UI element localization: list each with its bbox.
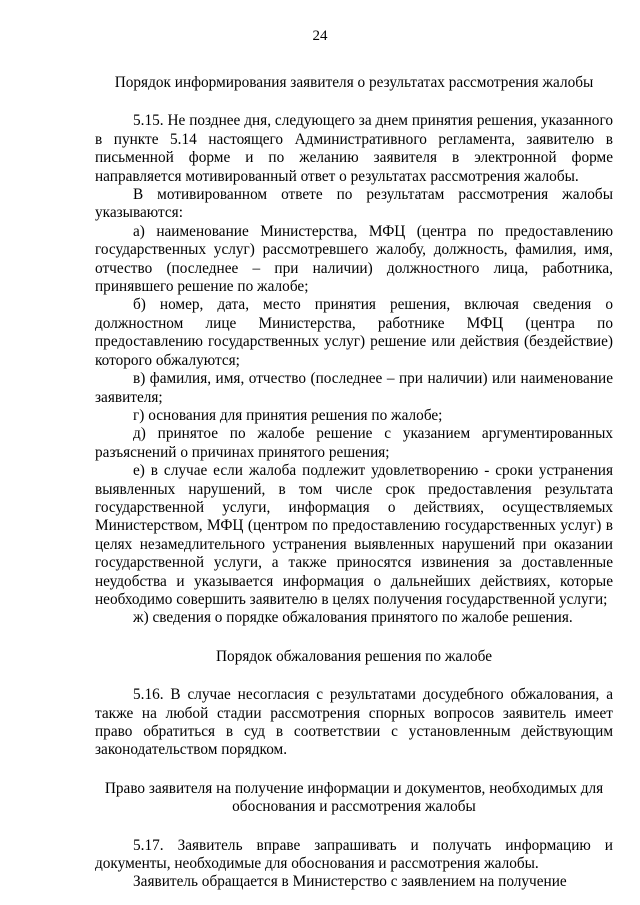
list-item-g: г) основания для принятия решения по жалобе; (133, 406, 443, 424)
paragraph-answer-intro: В мотивированном ответе по результатам рассмотрения жалобы указываются: (95, 186, 613, 222)
section-heading-inform: Порядок информирования заявителя о результатах рассмотрения жалобы (114, 74, 594, 91)
paragraph-application: Заявитель обращается в Министерство с заявлением на получение (133, 873, 567, 891)
paragraph-5-16: 5.16. В случае несогласия с результатами досудебного обжалования, а также на любой стадии рассмотрения спорных вопросов заявитель имеет право обратиться в суд в соответствии с установленным действующим законодательством порядком. (95, 686, 613, 759)
page-number: 24 (312, 28, 328, 44)
list-item-d: д) принятое по жалобе решение с указанием аргументированных разъяснений о причинах принятого решения; (95, 425, 613, 461)
document-body (95, 74, 613, 892)
list-item-b: б) номер, дата, место принятия решения, включая сведения о должностном лице Министерства, работнике МФЦ (центра по предоставлению государственных услуг) решение или действия (бездействие) которого обжалуются; (95, 296, 613, 369)
section-appeal (95, 648, 613, 760)
section-inform (95, 74, 613, 628)
list-item-zh: ж) сведения о порядке обжалования принятого по жалобе решения. (133, 609, 573, 627)
section-rights (95, 780, 613, 892)
list-item-e: е) в случае если жалоба подлежит удовлетворению - сроки устранения выявленных нарушений, в том числе срок предоставления результата государственной услуги, информация о действиях, осуществляемых Министерством, МФЦ (центром по предоставлению государственных услуг) в целях незамедлительного устранения выявленных нарушений при оказании государственной услуги, а также приносятся извинения за доставленные неудобства и указывается информация о дальнейших действиях, которые необходимо совершить заявителю в целях получения государственной услуги; (95, 462, 613, 608)
paragraph-5-15: 5.15. Не позднее дня, следующего за днем принятия решения, указанного в пункте 5.14 настоящего Административного регламента, заявителю в письменной форме и по желанию заявителя в электронной форме направляется мотивированный ответ о результатах рассмотрения жалобы. (95, 112, 613, 185)
list-item-v: в) фамилия, имя, отчество (последнее – при наличии) или наименование заявителя; (95, 370, 613, 406)
paragraph-5-17: 5.17. Заявитель вправе запрашивать и получать информацию и документы, необходимые для обоснования и рассмотрения жалобы. (95, 836, 613, 873)
list-item-a: а) наименование Министерства, МФЦ (центра по предоставлению государственных услуг) рассмотревшего жалобу, должность, фамилия, имя, отчество (последнее – при наличии) должностного лица, работника, принявшего решение по жалобе; (95, 222, 613, 296)
section-heading-appeal: Порядок обжалования решения по жалобе (216, 647, 492, 665)
section-heading-rights: Право заявителя на получение информации и документов, необходимых для обоснования и рассмотрения жалобы (104, 779, 604, 816)
